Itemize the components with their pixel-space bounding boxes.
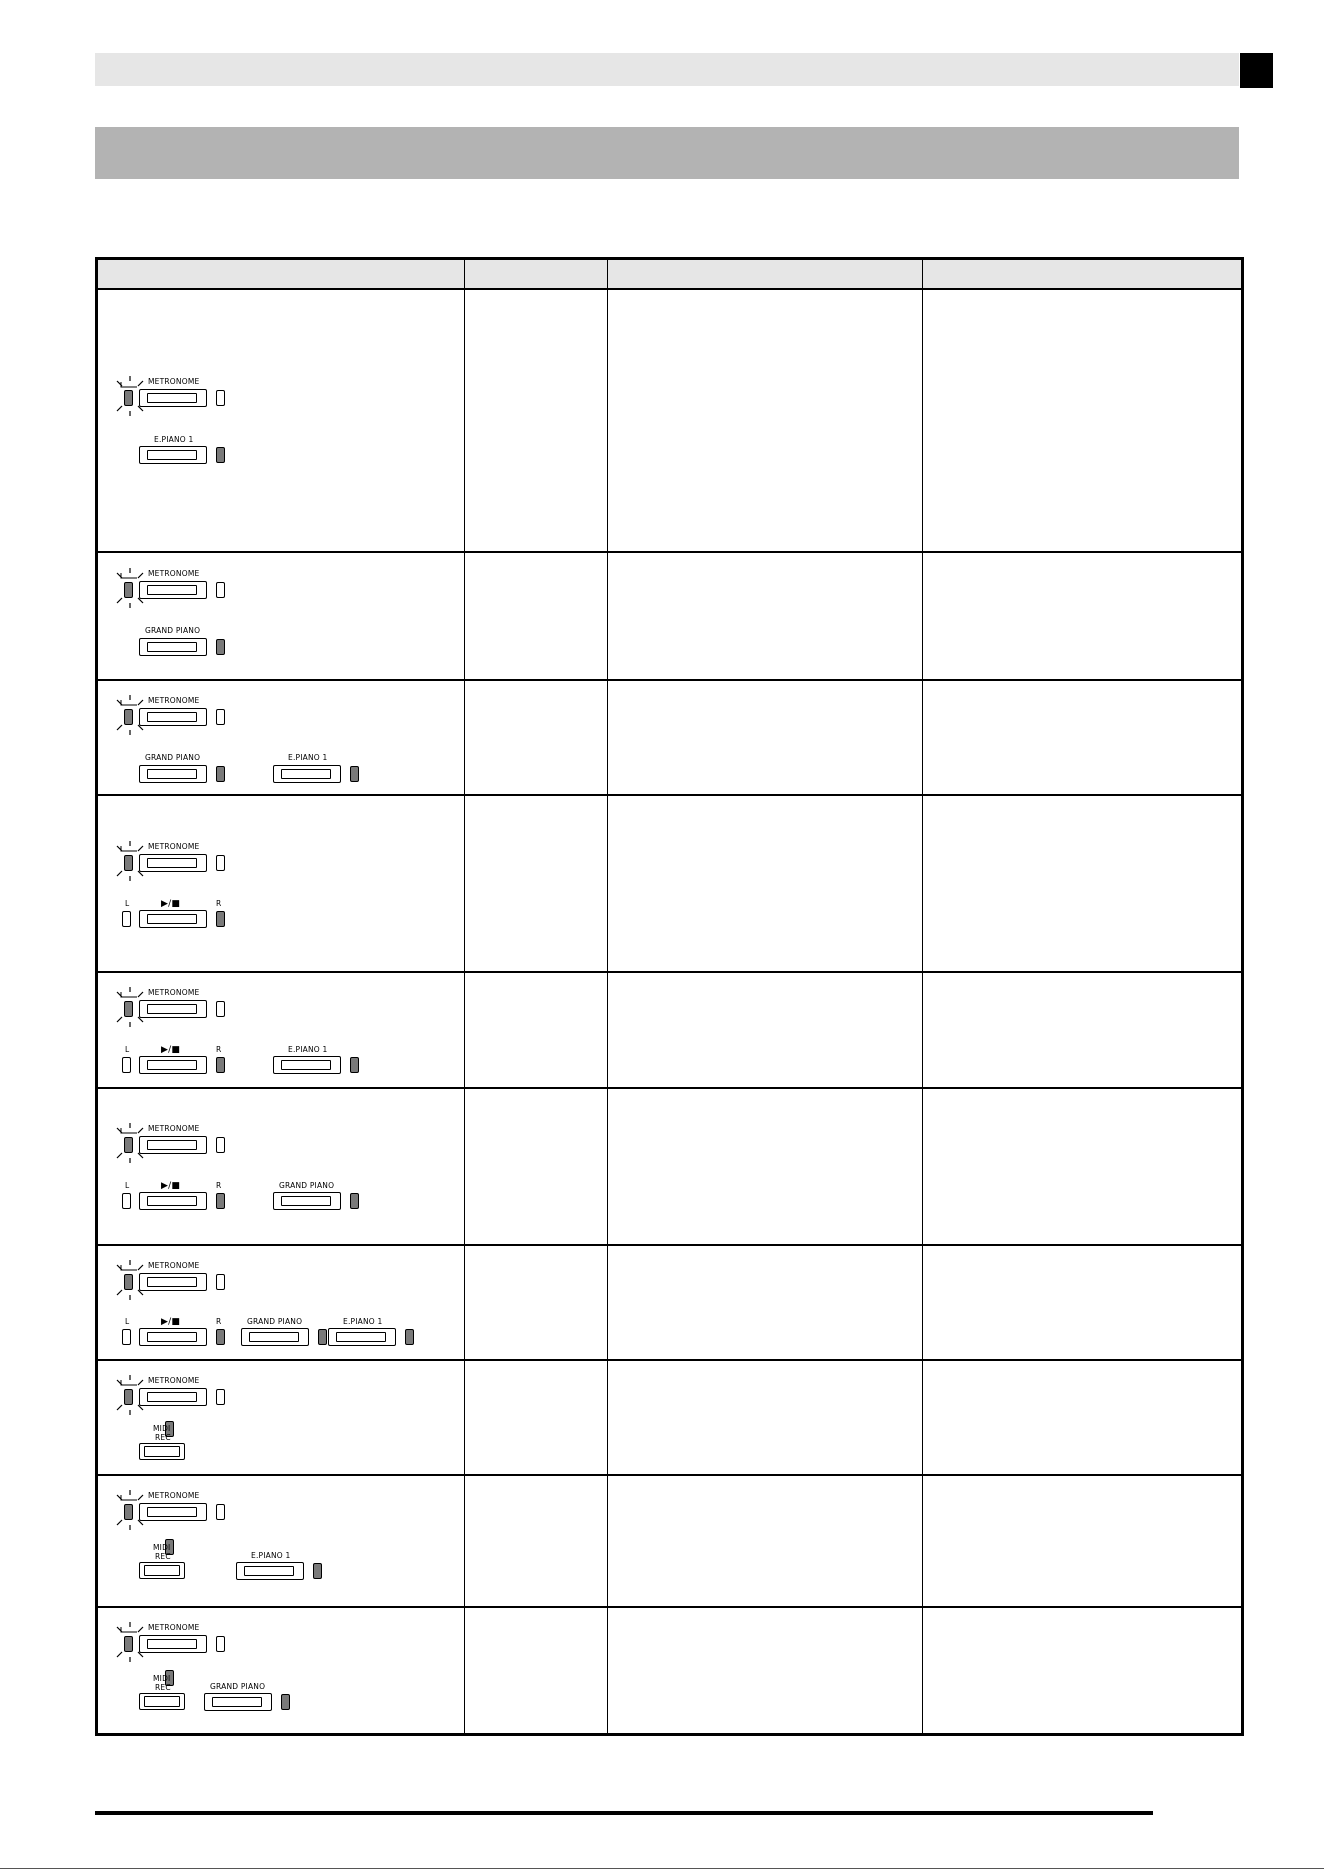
metronome-label: METRONOME	[148, 841, 200, 851]
metronome-led	[124, 709, 133, 725]
metronome-label: METRONOME	[148, 1124, 200, 1134]
row-notes-cell	[923, 795, 1243, 973]
table-row	[97, 1475, 1243, 1607]
left-part-label: L	[125, 898, 130, 908]
button-diagram	[98, 1089, 464, 1243]
metronome-led	[124, 582, 133, 598]
metronome-button[interactable]	[139, 708, 207, 726]
epiano-button[interactable]	[139, 446, 207, 464]
row-notes-cell	[923, 1607, 1243, 1734]
row-description-cell	[608, 1607, 923, 1734]
row-description-cell	[608, 1245, 923, 1360]
left-part-led	[122, 911, 131, 927]
button-diagram	[98, 1608, 464, 1733]
row-setting-cell	[465, 1607, 608, 1734]
metronome-indicator-led	[216, 1389, 225, 1405]
button-diagram	[98, 681, 464, 794]
metronome-label: METRONOME	[148, 1623, 200, 1633]
row-notes-cell	[923, 1088, 1243, 1244]
epiano-label: E.PIANO 1	[154, 435, 194, 444]
column-header-setting	[465, 259, 608, 290]
play-stop-label: ▶/■	[161, 1316, 181, 1327]
button-diagram	[98, 1246, 464, 1359]
metronome-indicator-led	[216, 1001, 225, 1017]
grand-piano-button[interactable]	[139, 638, 207, 656]
epiano-led	[350, 766, 359, 782]
row-diagram-cell	[97, 1475, 465, 1607]
rec-label: REC	[155, 1552, 171, 1562]
table-row	[97, 289, 1243, 552]
metronome-button[interactable]	[139, 1136, 207, 1154]
epiano-button[interactable]	[273, 765, 341, 783]
epiano-label: E.PIANO 1	[288, 1045, 328, 1055]
row-setting-cell	[465, 680, 608, 795]
right-part-led	[216, 1329, 225, 1345]
metronome-indicator-led	[216, 1636, 225, 1652]
play-stop-label: ▶/■	[161, 1045, 181, 1056]
left-part-label: L	[125, 1181, 130, 1191]
button-diagram	[98, 1361, 464, 1474]
metronome-led	[124, 1274, 133, 1290]
chapter-tab-marker	[1240, 53, 1273, 88]
grand-piano-button[interactable]	[241, 1328, 309, 1346]
play-stop-button[interactable]	[139, 910, 207, 928]
row-description-cell	[608, 552, 923, 679]
grand-piano-led	[216, 766, 225, 782]
play-stop-label: ▶/■	[161, 898, 181, 909]
epiano-led	[350, 1057, 359, 1073]
metronome-button[interactable]	[139, 1635, 207, 1653]
row-setting-cell	[465, 972, 608, 1088]
midi-rec-button[interactable]	[139, 1443, 185, 1460]
button-diagram	[98, 796, 464, 972]
metronome-led	[124, 855, 133, 871]
grand-piano-label: GRAND PIANO	[279, 1181, 335, 1191]
row-diagram-cell	[97, 552, 465, 679]
row-diagram-cell	[97, 289, 465, 552]
grand-piano-led	[281, 1694, 290, 1710]
metronome-label: METRONOME	[148, 377, 200, 386]
grand-piano-label: GRAND PIANO	[145, 626, 201, 636]
grand-piano-led	[216, 639, 225, 655]
right-part-label: R	[216, 1316, 222, 1326]
metronome-button[interactable]	[139, 854, 207, 872]
play-stop-button[interactable]	[139, 1192, 207, 1210]
epiano-led	[313, 1563, 322, 1579]
left-part-led	[122, 1057, 131, 1073]
row-description-cell	[608, 795, 923, 973]
row-diagram-cell	[97, 1088, 465, 1244]
row-notes-cell	[923, 1245, 1243, 1360]
row-setting-cell	[465, 1088, 608, 1244]
grand-piano-label: GRAND PIANO	[247, 1316, 303, 1326]
row-description-cell	[608, 289, 923, 552]
row-setting-cell	[465, 795, 608, 973]
row-notes-cell	[923, 289, 1243, 552]
metronome-led	[124, 390, 133, 406]
table-row	[97, 1245, 1243, 1360]
right-part-label: R	[216, 1045, 222, 1055]
metronome-led	[124, 1636, 133, 1652]
table-row	[97, 795, 1243, 973]
right-part-led	[216, 911, 225, 927]
row-setting-cell	[465, 552, 608, 679]
metronome-indicator-led	[216, 1504, 225, 1520]
metronome-label: METRONOME	[148, 1375, 200, 1385]
midi-rec-button[interactable]	[139, 1562, 185, 1579]
column-header-operation	[97, 259, 465, 290]
metronome-indicator-led	[216, 390, 225, 406]
row-diagram-cell	[97, 1360, 465, 1475]
midi-label: MIDI	[153, 1423, 171, 1433]
right-part-label: R	[216, 1181, 222, 1191]
metronome-label: METRONOME	[148, 1260, 200, 1270]
play-stop-button[interactable]	[139, 1328, 207, 1346]
epiano-label: E.PIANO 1	[288, 752, 328, 762]
left-part-led	[122, 1329, 131, 1345]
row-notes-cell	[923, 972, 1243, 1088]
metronome-button[interactable]	[139, 1000, 207, 1018]
epiano-button[interactable]	[328, 1328, 396, 1346]
metronome-label: METRONOME	[148, 988, 200, 998]
metronome-led	[124, 1137, 133, 1153]
row-notes-cell	[923, 1360, 1243, 1475]
row-description-cell	[608, 680, 923, 795]
grand-piano-button[interactable]	[139, 765, 207, 783]
metronome-button[interactable]	[139, 389, 207, 407]
play-stop-label: ▶/■	[161, 1181, 181, 1192]
grand-piano-button[interactable]	[204, 1693, 272, 1711]
midi-label: MIDI	[153, 1543, 171, 1553]
metronome-button[interactable]	[139, 1273, 207, 1291]
row-description-cell	[608, 1475, 923, 1607]
metronome-label: METRONOME	[148, 1491, 200, 1501]
metronome-indicator-led	[216, 1274, 225, 1290]
column-header-description	[608, 259, 923, 290]
table-row	[97, 1360, 1243, 1475]
metronome-label: METRONOME	[148, 569, 200, 579]
row-diagram-cell	[97, 972, 465, 1088]
metronome-label: METRONOME	[148, 695, 200, 705]
row-description-cell	[608, 972, 923, 1088]
row-setting-cell	[465, 289, 608, 552]
button-diagram	[98, 290, 464, 551]
table-row	[97, 680, 1243, 795]
metronome-led	[124, 1001, 133, 1017]
table-row	[97, 1088, 1243, 1244]
epiano-led	[216, 447, 225, 463]
row-notes-cell	[923, 680, 1243, 795]
left-part-label: L	[125, 1045, 130, 1055]
button-diagram	[98, 1476, 464, 1606]
column-header-notes	[923, 259, 1243, 290]
right-part-led	[216, 1193, 225, 1209]
row-notes-cell	[923, 552, 1243, 679]
metronome-button[interactable]	[139, 1388, 207, 1406]
metronome-led	[124, 1389, 133, 1405]
row-notes-cell	[923, 1475, 1243, 1607]
right-part-led	[216, 1057, 225, 1073]
section-title-bar	[95, 127, 1239, 179]
play-stop-button[interactable]	[139, 1056, 207, 1074]
row-diagram-cell	[97, 1607, 465, 1734]
metronome-button[interactable]	[139, 581, 207, 599]
metronome-button[interactable]	[139, 1503, 207, 1521]
row-description-cell	[608, 1360, 923, 1475]
grand-piano-button[interactable]	[273, 1192, 341, 1210]
rec-label: REC	[155, 1432, 171, 1442]
epiano-label: E.PIANO 1	[343, 1316, 383, 1326]
epiano-led	[405, 1329, 414, 1345]
rec-label: REC	[155, 1683, 171, 1693]
row-description-cell	[608, 1088, 923, 1244]
metronome-led	[124, 1504, 133, 1520]
table-header-row	[97, 259, 1243, 290]
midi-label: MIDI	[153, 1674, 171, 1684]
table-row	[97, 552, 1243, 679]
left-part-label: L	[125, 1316, 130, 1326]
footer-rule	[95, 1811, 1153, 1815]
metronome-indicator-led	[216, 1137, 225, 1153]
button-diagram	[98, 973, 464, 1087]
right-part-label: R	[216, 898, 222, 908]
table-row	[97, 972, 1243, 1088]
page-edge-line	[0, 1868, 1324, 1869]
row-diagram-cell	[97, 680, 465, 795]
settings-table	[95, 257, 1244, 1736]
grand-piano-label: GRAND PIANO	[145, 752, 201, 762]
row-setting-cell	[465, 1475, 608, 1607]
row-diagram-cell	[97, 795, 465, 973]
grand-piano-led	[318, 1329, 327, 1345]
metronome-indicator-led	[216, 709, 225, 725]
row-setting-cell	[465, 1245, 608, 1360]
grand-piano-label: GRAND PIANO	[210, 1682, 266, 1692]
button-diagram	[98, 553, 464, 678]
grand-piano-led	[350, 1193, 359, 1209]
midi-rec-button[interactable]	[139, 1693, 185, 1710]
row-setting-cell	[465, 1360, 608, 1475]
epiano-label: E.PIANO 1	[251, 1551, 291, 1561]
left-part-led	[122, 1193, 131, 1209]
epiano-button[interactable]	[236, 1562, 304, 1580]
metronome-indicator-led	[216, 582, 225, 598]
epiano-button[interactable]	[273, 1056, 341, 1074]
table-row	[97, 1607, 1243, 1734]
metronome-indicator-led	[216, 855, 225, 871]
page-header-bar	[95, 53, 1239, 86]
row-diagram-cell	[97, 1245, 465, 1360]
